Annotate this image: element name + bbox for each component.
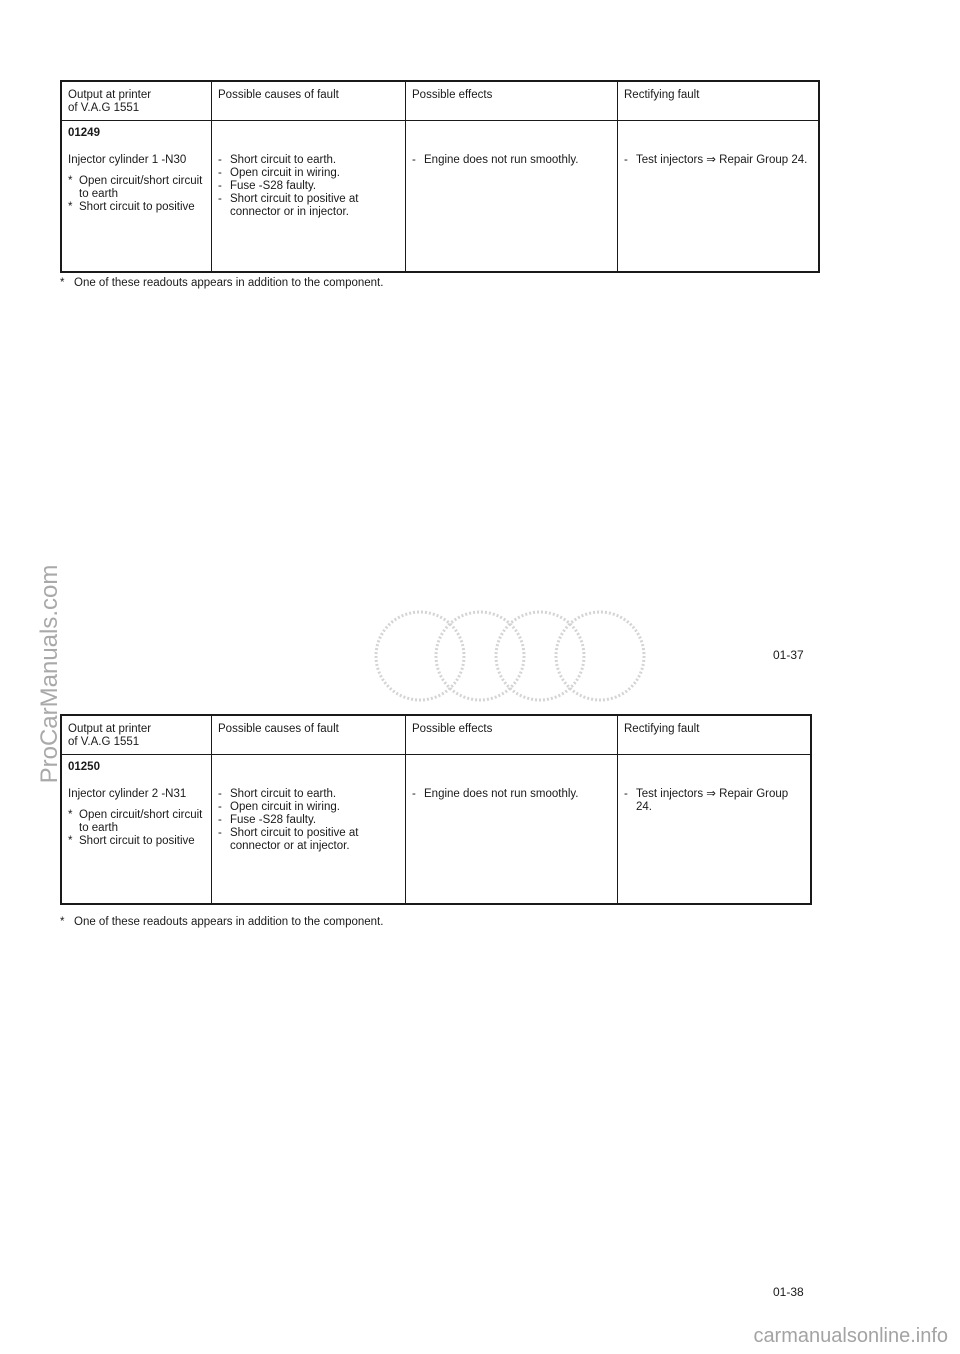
- list-item: [218, 827, 399, 853]
- list-item-text: Engine does not run smoothly.: [424, 154, 579, 166]
- bullet-dash: -: [218, 814, 222, 826]
- effects-cell: [406, 121, 618, 271]
- header-rectify: Rectifying fault: [624, 89, 700, 101]
- list-item-text: Short circuit to positive at connector or at injector.: [230, 827, 359, 852]
- component-name: Injector cylinder 2 -N31: [68, 788, 187, 800]
- header-effects: Possible effects: [406, 82, 618, 120]
- effects-cell: [406, 755, 618, 903]
- footnote-star: *: [60, 277, 65, 289]
- list-item: [218, 193, 399, 219]
- footnote-star: *: [60, 916, 65, 928]
- page-number-bottom: 01-38: [773, 1285, 804, 1299]
- list-item-text: Fuse -S28 faulty.: [230, 814, 317, 826]
- list-item-text: Open circuit in wiring.: [230, 167, 340, 179]
- footnote-1: [60, 277, 383, 289]
- bullet-dash: -: [218, 788, 222, 800]
- list-item-text: Short circuit to positive at connector or in injector.: [230, 193, 359, 218]
- readout-item: [68, 175, 205, 201]
- fault-code: 01249: [68, 127, 100, 139]
- list-item-text: Test injectors ⇒ Repair Group 24.: [636, 788, 789, 813]
- fault-table-01250: [60, 714, 812, 905]
- causes-cell: [212, 121, 406, 271]
- page-number-top: 01-37: [773, 648, 804, 662]
- list-item: [218, 801, 399, 814]
- list-item: [412, 154, 611, 167]
- list-item: [624, 154, 812, 167]
- list-item: [624, 788, 804, 814]
- bullet-dash: -: [218, 827, 222, 839]
- readout-text: Open circuit/short circuit to earth: [79, 809, 203, 834]
- causes-cell: [212, 755, 406, 903]
- bullet-dash: -: [218, 154, 222, 166]
- bullet-dash: -: [218, 193, 222, 205]
- readout-item: [68, 809, 205, 835]
- header-causes: Possible causes of fault: [212, 716, 406, 754]
- footnote-star: *: [68, 835, 73, 847]
- fault-code: 01250: [68, 761, 100, 773]
- bullet-dash: -: [218, 801, 222, 813]
- readout-text: Short circuit to positive: [79, 201, 195, 213]
- list-item: [412, 788, 611, 801]
- header-rectify: Rectifying fault: [624, 723, 700, 735]
- bullet-dash: -: [412, 154, 416, 166]
- list-item: [218, 167, 399, 180]
- list-item-text: Engine does not run smoothly.: [424, 788, 579, 800]
- rings-logo-watermark: [360, 596, 660, 716]
- list-item: [218, 814, 399, 827]
- bullet-dash: -: [624, 788, 628, 800]
- fault-table-01249: [60, 80, 820, 273]
- table-row: [62, 755, 810, 903]
- list-item-text: Test injectors ⇒ Repair Group 24.: [636, 154, 808, 166]
- footnote-star: *: [68, 175, 73, 187]
- table-header-row: [62, 82, 818, 121]
- footnote-star: *: [68, 809, 73, 821]
- header-output: Output at printer of V.A.G 1551: [62, 82, 212, 120]
- footnote-text: One of these readouts appears in addition to the component.: [74, 277, 384, 289]
- readout-item: [68, 201, 205, 214]
- bullet-dash: -: [624, 154, 628, 166]
- output-cell: [62, 755, 212, 903]
- table-header-row: [62, 716, 810, 755]
- header-causes: Possible causes of fault: [212, 82, 406, 120]
- bullet-dash: -: [218, 180, 222, 192]
- readout-text: Short circuit to positive: [79, 835, 195, 847]
- footnote-text: One of these readouts appears in addition to the component.: [74, 916, 384, 928]
- list-item: [218, 180, 399, 193]
- footnote-star: *: [68, 201, 73, 213]
- header-effects: Possible effects: [406, 716, 618, 754]
- header-output: Output at printer of V.A.G 1551: [62, 716, 212, 754]
- list-item: [218, 788, 399, 801]
- side-watermark: ProCarManuals.com: [36, 564, 63, 784]
- rectify-cell: [618, 121, 818, 271]
- list-item-text: Short circuit to earth.: [230, 788, 337, 800]
- readout-item: [68, 835, 205, 848]
- output-cell: [62, 121, 212, 271]
- bullet-dash: -: [218, 167, 222, 179]
- list-item: [218, 154, 399, 167]
- readout-text: Open circuit/short circuit to earth: [79, 175, 203, 200]
- list-item-text: Fuse -S28 faulty.: [230, 180, 317, 192]
- bottom-watermark: carmanualsonline.info: [753, 1325, 948, 1347]
- footnote-2: [60, 916, 383, 928]
- bullet-dash: -: [412, 788, 416, 800]
- rectify-cell: [618, 755, 810, 903]
- table-row: [62, 121, 818, 271]
- list-item-text: Short circuit to earth.: [230, 154, 337, 166]
- component-name: Injector cylinder 1 -N30: [68, 154, 187, 166]
- list-item-text: Open circuit in wiring.: [230, 801, 340, 813]
